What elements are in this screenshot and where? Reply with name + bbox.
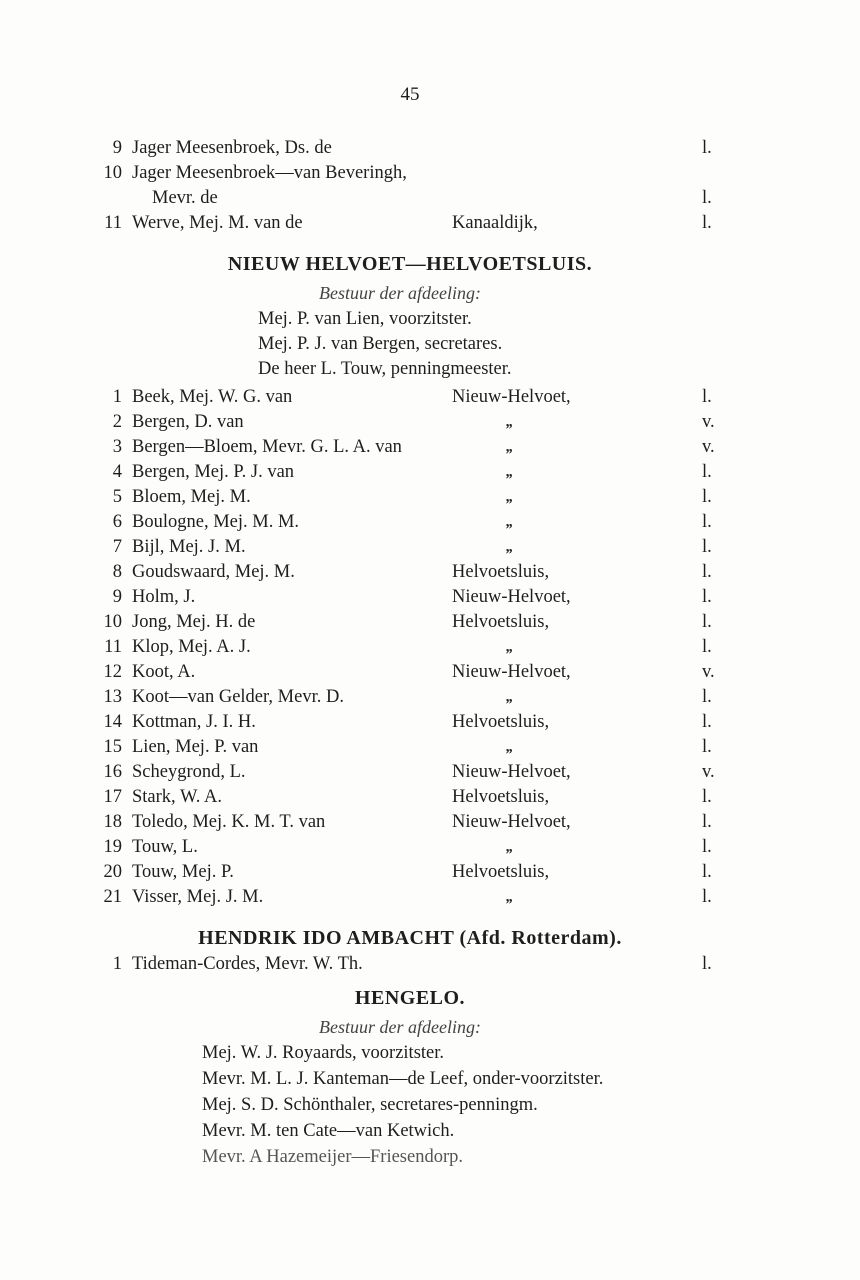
board-member: Mevr. M. ten Cate—van Ketwich. [202,1121,455,1141]
entry-status: l. [702,487,712,507]
board-member: Mevr. M. L. J. Kanteman—de Leef, onder-voorzitster. [202,1069,604,1089]
entry-number: 11 [104,637,122,657]
entry-place: Nieuw-Helvoet, [452,662,571,682]
entry-name: Jong, Mej. H. de [132,612,256,632]
entry-status: l. [702,954,712,974]
entry-name: Mevr. de [152,188,218,208]
entry-number: 17 [103,787,122,807]
ditto-mark: „ [506,889,514,905]
entry-name: Holm, J. [132,587,196,607]
entry-status: l. [702,462,712,482]
entry-number: 10 [103,612,122,632]
list-item [0,510,860,535]
list-item [0,835,860,860]
list-item [0,810,860,835]
entry-number: 16 [103,762,122,782]
entry-number: 10 [103,163,122,183]
list-item [0,186,860,211]
entry-place: Nieuw-Helvoet, [452,762,571,782]
section-heading: HENDRIK IDO AMBACHT (Afd. Rotterdam). [198,927,622,949]
entry-name: Bergen—Bloem, Mevr. G. L. A. van [132,437,402,457]
list-item [0,385,860,410]
entry-number: 5 [112,487,122,507]
entry-number: 11 [104,213,122,233]
list-item [0,136,860,161]
entry-status: l. [702,862,712,882]
board-member: Mevr. A Hazemeijer—Friesendorp. [202,1147,463,1167]
entry-name: Jager Meesenbroek, Ds. de [132,138,332,158]
entry-status: l. [702,587,712,607]
entry-name: Toledo, Mej. K. M. T. van [132,812,326,832]
board-label: Bestuur der afdeeling: [319,283,481,303]
entry-number: 1 [112,954,122,974]
entry-number: 12 [103,662,122,682]
entry-place: Kanaaldijk, [452,213,538,233]
entry-number: 19 [103,837,122,857]
board-member: Mej. P. J. van Bergen, secretares. [258,334,503,354]
entry-place: Nieuw-Helvoet, [452,812,571,832]
board-member: Mej. P. van Lien, voorzitster. [258,309,472,329]
entry-number: 8 [112,562,122,582]
entry-place: Helvoetsluis, [452,787,550,807]
entry-status: l. [702,637,712,657]
entry-number: 4 [112,462,122,482]
section-heading: HENGELO. [354,987,466,1009]
ditto-mark: „ [506,514,514,530]
entry-number: 6 [112,512,122,532]
entry-name: Bloem, Mej. M. [132,487,251,507]
entry-number: 7 [112,537,122,557]
entry-name: Klop, Mej. A. J. [132,637,251,657]
ditto-mark: „ [506,439,514,455]
entry-status: v. [702,762,715,782]
entry-name: Werve, Mej. M. van de [132,213,303,233]
ditto-mark: „ [506,739,514,755]
entry-status: l. [702,687,712,707]
board-member: De heer L. Touw, penningmeester. [258,359,512,379]
entry-number: 18 [103,812,122,832]
entry-place: Helvoetsluis, [452,862,550,882]
entry-number: 9 [112,138,122,158]
entry-place: Nieuw-Helvoet, [452,387,571,407]
entry-status: l. [702,562,712,582]
list-item [0,410,860,435]
list-item [0,710,860,735]
entry-status: l. [702,138,712,158]
entry-number: 15 [103,737,122,757]
list-item [0,610,860,635]
ditto-mark: „ [506,489,514,505]
ditto-mark: „ [506,414,514,430]
entry-name: Stark, W. A. [132,787,222,807]
entry-status: l. [702,887,712,907]
ditto-mark: „ [506,839,514,855]
entry-place: Helvoetsluis, [452,712,550,732]
entry-number: 2 [112,412,122,432]
entry-status: l. [702,737,712,757]
list-item [0,952,860,977]
entry-name: Beek, Mej. W. G. van [132,387,293,407]
entry-name: Tideman-Cordes, Mevr. W. Th. [132,954,363,974]
section-heading: NIEUW HELVOET—HELVOETSLUIS. [227,253,593,275]
entry-name: Bergen, D. van [132,412,244,432]
entry-status: v. [702,412,715,432]
entry-number: 1 [112,387,122,407]
list-item [0,535,860,560]
entry-name: Koot, A. [132,662,196,682]
list-item [0,885,860,910]
entry-status: v. [702,662,715,682]
entry-status: l. [702,612,712,632]
ditto-mark: „ [506,689,514,705]
entry-number: 3 [112,437,122,457]
list-item [0,735,860,760]
list-item [0,760,860,785]
entry-place: Helvoetsluis, [452,562,550,582]
entry-name: Bijl, Mej. J. M. [132,537,246,557]
list-item [0,585,860,610]
list-item [0,635,860,660]
page-number: 45 [400,84,420,105]
entry-name: Boulogne, Mej. M. M. [132,512,300,532]
list-item [0,785,860,810]
ditto-mark: „ [506,639,514,655]
entry-status: l. [702,512,712,532]
entry-status: l. [702,712,712,732]
entry-number: 13 [103,687,122,707]
list-item [0,685,860,710]
list-item [0,560,860,585]
entry-number: 9 [112,587,122,607]
list-item [0,660,860,685]
entry-place: Helvoetsluis, [452,612,550,632]
entry-status: l. [702,387,712,407]
entry-status: l. [702,812,712,832]
list-item [0,161,860,186]
entry-status: l. [702,537,712,557]
entry-name: Touw, Mej. P. [132,862,234,882]
list-item [0,211,860,236]
entry-status: l. [702,837,712,857]
entry-name: Visser, Mej. J. M. [132,887,264,907]
entry-name: Koot—van Gelder, Mevr. D. [132,687,344,707]
ditto-mark: „ [506,464,514,480]
entry-number: 14 [103,712,122,732]
entry-number: 20 [103,862,122,882]
entry-place: Nieuw-Helvoet, [452,587,571,607]
entry-name: Bergen, Mej. P. J. van [132,462,295,482]
list-item [0,460,860,485]
entry-name: Scheygrond, L. [132,762,246,782]
entry-status: l. [702,787,712,807]
board-member: Mej. S. D. Schönthaler, secretares-penningm. [202,1095,538,1115]
entry-name: Goudswaard, Mej. M. [132,562,295,582]
board-label: Bestuur der afdeeling: [319,1017,481,1037]
board-member: Mej. W. J. Royaards, voorzitster. [202,1043,445,1063]
entry-name: Lien, Mej. P. van [132,737,259,757]
list-item [0,485,860,510]
entry-status: v. [702,437,715,457]
entry-number: 21 [103,887,122,907]
entry-name: Touw, L. [132,837,198,857]
entry-status: l. [702,188,712,208]
entry-status: l. [702,213,712,233]
list-item [0,435,860,460]
entry-name: Jager Meesenbroek—van Beveringh, [132,163,407,183]
entry-name: Kottman, J. I. H. [132,712,256,732]
ditto-mark: „ [506,539,514,555]
list-item [0,860,860,885]
